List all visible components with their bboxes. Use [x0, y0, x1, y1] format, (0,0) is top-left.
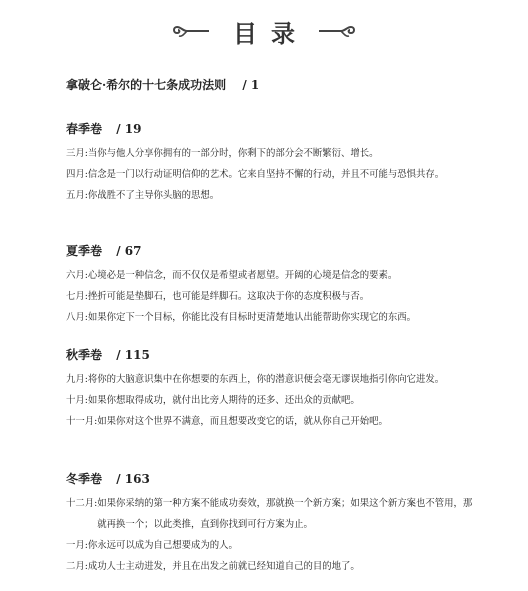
entry-text: 将你的大脑意识集中在你想要的东西上，你的潜意识便会毫无谬误地指引你向它进发。: [87, 374, 445, 385]
section-page-number: / 19: [116, 122, 142, 136]
right-ornament-icon: [317, 21, 357, 41]
intro-page-number: / 1: [242, 78, 260, 92]
entry-month: 十一月:: [66, 416, 98, 427]
section-summer: [66, 242, 476, 328]
intro-entry[interactable]: [66, 76, 259, 93]
toc-entry[interactable]: [66, 164, 476, 185]
section-name: 冬季卷: [66, 472, 103, 486]
entry-text: 如果你想取得成功，就付出比旁人期待的还多、还出众的贡献吧。: [87, 395, 360, 406]
entry-month: 八月:: [66, 312, 88, 323]
entry-text: 如果你定下一个目标，你能比没有目标时更清楚地认出能帮助你实现它的东西。: [87, 312, 417, 323]
toc-entry[interactable]: [66, 185, 476, 206]
entry-month: 六月:: [66, 270, 88, 281]
entry-month: 七月:: [66, 291, 88, 302]
entry-month: 五月:: [66, 190, 88, 201]
entry-text: 你永远可以成为自己想要成为的人。: [87, 540, 238, 551]
entry-text: 信念是一门以行动证明信仰的艺术。它来自坚持不懈的行动，并且不可能与恐惧共存。: [87, 169, 445, 180]
section-title[interactable]: [66, 470, 476, 487]
entry-text: 如果你采纳的第一种方案不能成功奏效，那就换一个新方案；如果这个新方案也不管用，那就再换一个；以此类推，直到你找到可行方案为止。: [97, 498, 473, 530]
section-spring: [66, 120, 476, 206]
entry-text: 挫折可能是垫脚石，也可能是绊脚石。这取决于你的态度积极与否。: [87, 291, 370, 302]
entry-text: 成功人士主动进发，并且在出发之前就已经知道自己的目的地了。: [87, 561, 360, 572]
left-ornament-icon: [171, 21, 211, 41]
section-title[interactable]: [66, 120, 476, 137]
section-name: 春季卷: [66, 122, 103, 136]
entry-text: 心境必是一种信念，而不仅仅是希望或者愿望。开阔的心境是信念的要素。: [87, 270, 398, 281]
section-title[interactable]: [66, 242, 476, 259]
toc-entry[interactable]: [66, 286, 476, 307]
section-winter: [66, 470, 476, 577]
toc-entry[interactable]: [66, 493, 476, 535]
toc-entry[interactable]: [66, 556, 476, 577]
section-page-number: / 163: [116, 472, 150, 486]
entry-text: 如果你对这个世界不满意，而且想要改变它的话，就从你自己开始吧。: [97, 416, 388, 427]
entry-month: 九月:: [66, 374, 88, 385]
entry-month: 十二月:: [66, 498, 98, 509]
section-name: 秋季卷: [66, 348, 103, 362]
toc-entry[interactable]: [66, 411, 476, 432]
entry-text: 当你与他人分享你拥有的一部分时，你剩下的部分会不断繁衍、增长。: [87, 148, 379, 159]
toc-entry[interactable]: [66, 143, 476, 164]
toc-entry[interactable]: [66, 265, 476, 286]
toc-header: [0, 14, 528, 48]
page-title: 目录: [233, 18, 309, 48]
section-name: 夏季卷: [66, 244, 103, 258]
entry-text: 你战胜不了主导你头脑的思想。: [87, 190, 220, 201]
toc-entry[interactable]: [66, 390, 476, 411]
entry-month: 四月:: [66, 169, 88, 180]
toc-entry[interactable]: [66, 369, 476, 390]
toc-entry[interactable]: [66, 307, 476, 328]
entry-month: 二月:: [66, 561, 88, 572]
section-title[interactable]: [66, 346, 476, 363]
entry-month: 三月:: [66, 148, 88, 159]
toc-entry[interactable]: [66, 535, 476, 556]
entry-month: 十月:: [66, 395, 88, 406]
section-page-number: / 67: [116, 244, 142, 258]
section-autumn: [66, 346, 476, 432]
entry-month: 一月:: [66, 540, 88, 551]
intro-title: 拿破仑·希尔的十七条成功法则: [66, 78, 227, 92]
section-page-number: / 115: [116, 348, 150, 362]
